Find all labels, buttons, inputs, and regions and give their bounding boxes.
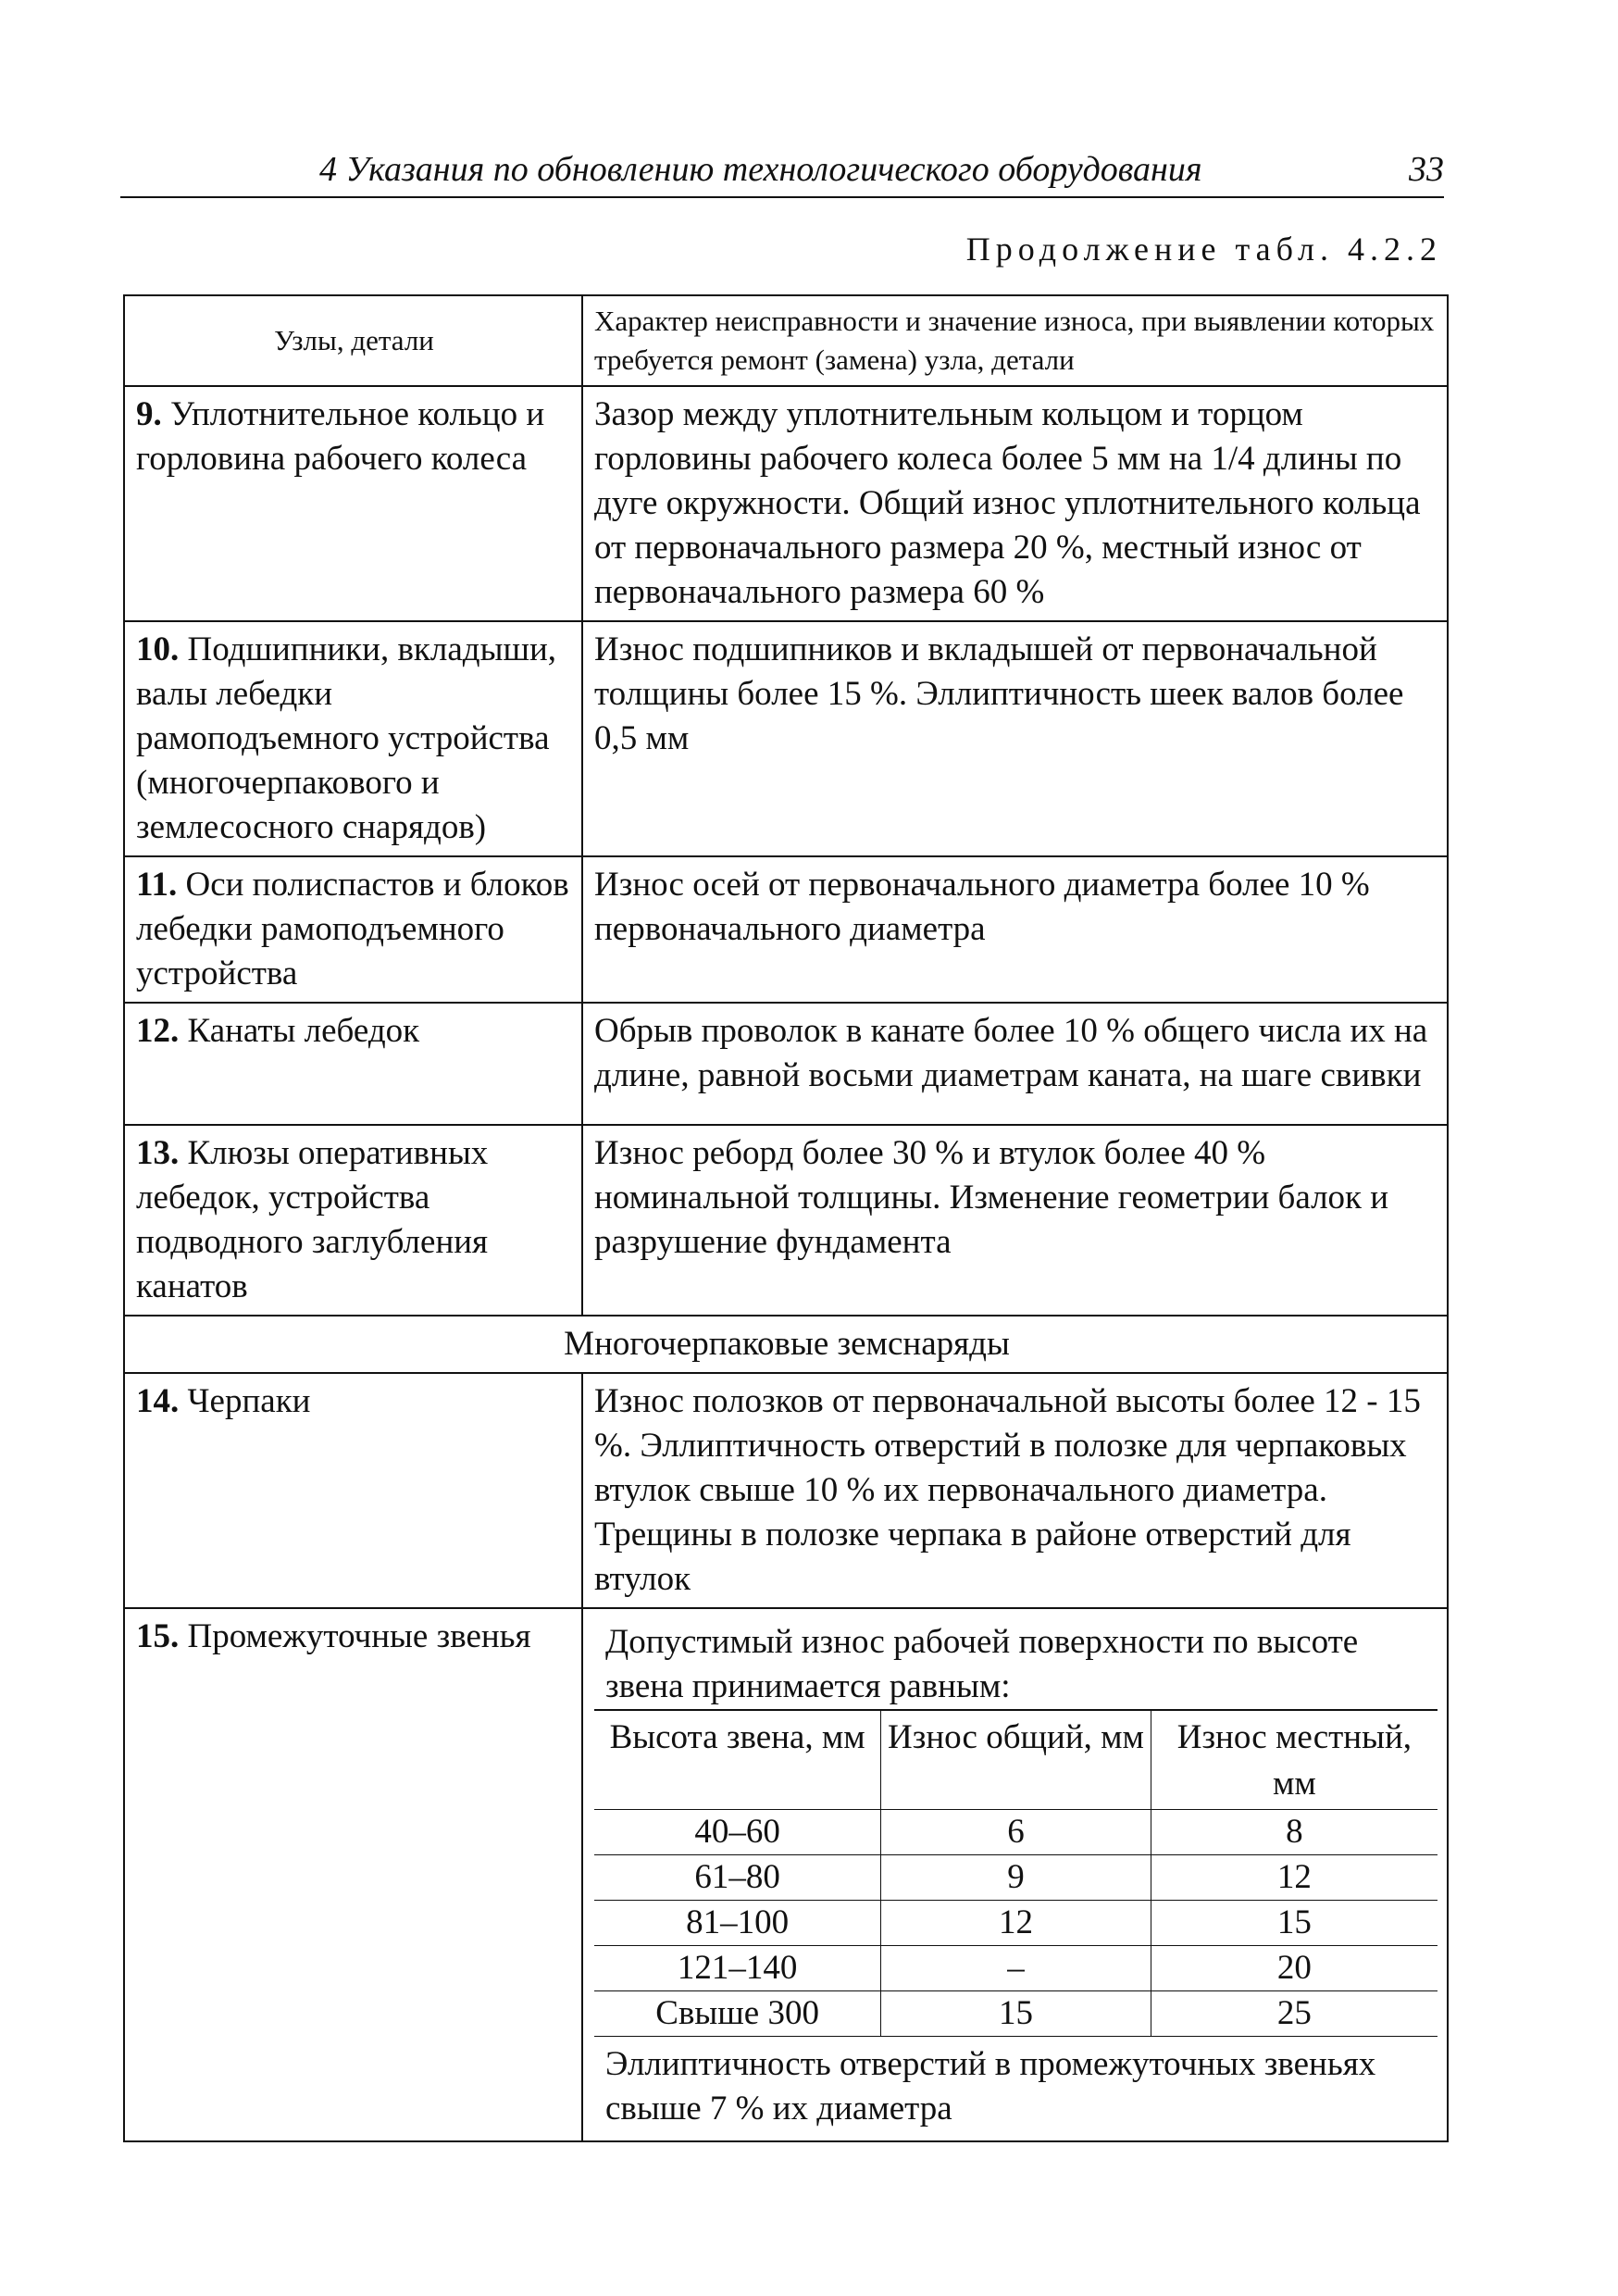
part-cell bbox=[124, 856, 582, 1003]
inner-cell: 12 bbox=[881, 1901, 1151, 1946]
column-header-parts: Узлы, детали bbox=[124, 295, 582, 386]
row-number: 15. bbox=[136, 1617, 180, 1655]
table-row bbox=[124, 1373, 1448, 1608]
inner-row bbox=[594, 1810, 1438, 1855]
inner-cell: 40–60 bbox=[594, 1810, 881, 1855]
inner-header-total-wear: Износ общий, мм bbox=[881, 1710, 1151, 1810]
part-cell bbox=[124, 1608, 582, 2141]
row-number: 14. bbox=[136, 1382, 180, 1420]
defect-cell: Износ полозков от первоначальной высоты более 12 - 15 %. Эллиптичность отверстий в полозке для черпаковых втулок свыше 10 % их первоначального диаметра. Трещины в полозке черпака в районе отверстий для втулок bbox=[582, 1373, 1448, 1608]
section-row bbox=[124, 1316, 1448, 1373]
table-row bbox=[124, 1003, 1448, 1125]
row-number: 12. bbox=[136, 1012, 180, 1050]
table-row bbox=[124, 856, 1448, 1003]
inner-cell: 61–80 bbox=[594, 1855, 881, 1901]
inner-header-height: Высота звена, мм bbox=[594, 1710, 881, 1810]
table-continuation-label: Продолжение табл. 4.2.2 bbox=[965, 231, 1442, 268]
defect-cell: Износ реборд более 30 % и втулок более 40 % номинальной толщины. Изменение геометрии балок и разрушение фундамента bbox=[582, 1125, 1448, 1316]
row-number: 10. bbox=[136, 630, 180, 668]
section-title: Многочерпаковые земснаряды bbox=[124, 1316, 1448, 1373]
ellipticity-note: Эллиптичность отверстий в промежуточных звеньях свыше 7 % их диаметра bbox=[594, 2037, 1438, 2136]
table-row bbox=[124, 1608, 1448, 2141]
defect-cell: Износ подшипников и вкладышей от первоначальной толщины более 15 %. Эллиптичность шеек валов более 0,5 мм bbox=[582, 621, 1448, 856]
inner-row bbox=[594, 1855, 1438, 1901]
row-number: 13. bbox=[136, 1134, 180, 1172]
inner-cell: Свыше 300 bbox=[594, 1991, 881, 2037]
inner-cell: 12 bbox=[1151, 1855, 1438, 1901]
inner-cell: 8 bbox=[1151, 1810, 1438, 1855]
inner-cell: – bbox=[881, 1946, 1151, 1991]
table-row bbox=[124, 386, 1448, 621]
inner-cell: 81–100 bbox=[594, 1901, 881, 1946]
inner-cell: 9 bbox=[881, 1855, 1151, 1901]
inner-cell: 6 bbox=[881, 1810, 1151, 1855]
column-header-defects: Характер неисправности и значение износа, при выявлении которых требуется ремонт (замена) узла, детали bbox=[582, 295, 1448, 386]
table-header-row bbox=[124, 295, 1448, 386]
defect-cell-nested bbox=[582, 1608, 1448, 2141]
part-cell bbox=[124, 1003, 582, 1125]
inner-header-row bbox=[594, 1710, 1438, 1810]
row-number: 11. bbox=[136, 866, 178, 904]
part-cell bbox=[124, 386, 582, 621]
part-name: Промежуточные звенья bbox=[187, 1617, 531, 1655]
chapter-title: 4 Указания по обновлению технологического оборудования bbox=[319, 150, 1202, 189]
defect-cell: Износ осей от первоначального диаметра более 10 % первоначального диаметра bbox=[582, 856, 1448, 1003]
inner-cell: 121–140 bbox=[594, 1946, 881, 1991]
part-name: Черпаки bbox=[187, 1382, 311, 1420]
row-number: 9. bbox=[136, 395, 162, 433]
part-cell bbox=[124, 1125, 582, 1316]
page-header bbox=[120, 148, 1444, 198]
part-cell bbox=[124, 621, 582, 856]
inner-row bbox=[594, 1901, 1438, 1946]
inner-note-row bbox=[594, 2037, 1438, 2136]
part-name: Клюзы оперативных лебедок, устройства подводного заглубления канатов bbox=[136, 1134, 489, 1305]
table-row bbox=[124, 621, 1448, 856]
inner-cell: 20 bbox=[1151, 1946, 1438, 1991]
part-name: Уплотнительное кольцо и горловина рабочего колеса bbox=[136, 395, 545, 478]
wear-limits-table bbox=[594, 1709, 1438, 2135]
wear-intro-text: Допустимый износ рабочей поверхности по высоте звена принимается равным: bbox=[605, 1623, 1359, 1705]
inner-header-local-wear: Износ местный, мм bbox=[1151, 1710, 1438, 1810]
inner-row bbox=[594, 1946, 1438, 1991]
part-cell bbox=[124, 1373, 582, 1608]
inner-cell: 15 bbox=[881, 1991, 1151, 2037]
defect-cell: Зазор между уплотнительным кольцом и торцом горловины рабочего колеса более 5 мм на 1/4 длины по дуге окружности. Общий износ уплотнительного кольца от первоначального размера 20 %, местный износ от первоначального размера 60 % bbox=[582, 386, 1448, 621]
part-name: Канаты лебедок bbox=[187, 1012, 420, 1050]
inner-cell: 25 bbox=[1151, 1991, 1438, 2037]
inner-cell: 15 bbox=[1151, 1901, 1438, 1946]
defect-cell: Обрыв проволок в канате более 10 % общего числа их на длине, равной восьми диаметрам каната, на шаге свивки bbox=[582, 1003, 1448, 1125]
page-number: 33 bbox=[1409, 150, 1444, 189]
table-row bbox=[124, 1125, 1448, 1316]
part-name: Оси полиспастов и блоков лебедки рамоподъемного устройства bbox=[136, 866, 569, 992]
inner-row bbox=[594, 1991, 1438, 2037]
part-name: Подшипники, вкладыши, валы лебедки рамоподъемного устройства (многочерпакового и землесосного снарядов) bbox=[136, 630, 557, 846]
defects-table bbox=[123, 294, 1449, 2142]
